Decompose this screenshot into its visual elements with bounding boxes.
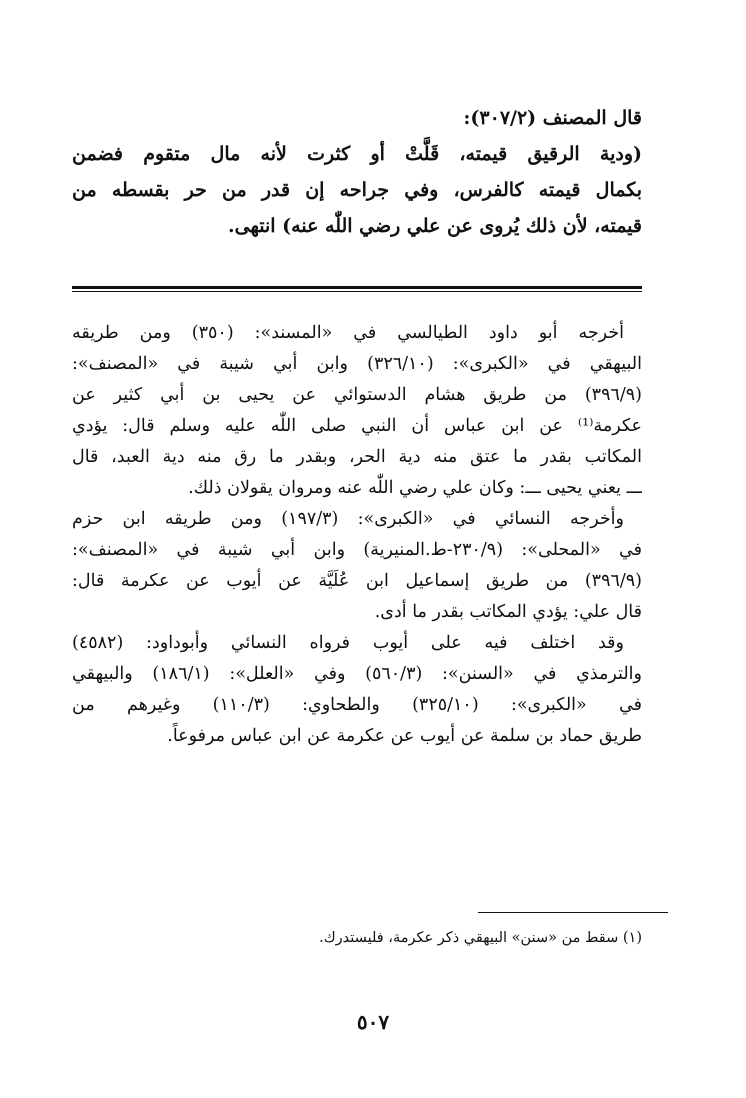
body-line: قال علي: يؤدي المكاتب بقدر ما أدى. [374,602,642,622]
quote-line: بكمال قيمته كالفرس، وفي جراحه إن قدر من حر بقسطه من [72,179,642,201]
body-line: البيهقي في «الكبرى»: (٣٢٦/١٠) وابن أبي شيبة في «المصنف»: [72,354,642,374]
body-line: ـــ يعني يحيى ـــ: وكان علي رضي اللّٰه عنه ومروان يقولان ذلك. [188,478,642,498]
author-quote [72,100,642,244]
body-line: أخرجه أبو داود الطيالسي في «المسند»: (٣٥٠) ومن طريقه [72,323,624,343]
commentary-text [72,318,642,752]
quote-heading: قال المصنف (٣٠٧/٢): [463,107,642,129]
body-line: في «المحلى»: (٢٣٠/٩-ط.المنيرية) وابن أبي شيبة في «المصنف»: [72,540,642,560]
body-line: وأخرجه النسائي في «الكبرى»: (١٩٧/٣) ومن طريقه ابن حزم [72,509,624,529]
footnote-rule [478,912,668,913]
body-line: (٣٩٦/٩) من طريق إسماعيل ابن عُلَيَّة عن أيوب عن عكرمة قال: [72,571,642,591]
quote-line: قيمته، لأن ذلك يُروى عن علي رضي اللّٰه عنه) انتهى. [228,215,642,237]
quote-line: (ودية الرقيق قيمته، قَلَّتْ أو كثرت لأنه مال متقوم فضمن [72,143,642,165]
body-line: المكاتب بقدر ما عتق منه دية الحر، وبقدر ما رق منه دية العبد، قال [72,447,642,467]
body-line: والترمذي في «السنن»: (٥٦٠/٣) وفي «العلل»: (١٨٦/١) والبيهقي [72,664,642,684]
separator-rule-thin [72,291,642,292]
body-line: طريق حماد بن سلمة عن أيوب عن عكرمة عن ابن عباس مرفوعاً. [167,726,642,746]
page-number: ٥٠٧ [356,1010,390,1034]
body-line: (٣٩٦/٩) من طريق هشام الدستوائي عن يحيى بن أبي كثير عن [72,385,642,405]
body-line: في «الكبرى»: (٣٢٥/١٠) والطحاوي: (١١٠/٣) وغيرهم من [72,695,642,715]
body-line: وقد اختلف فيه على أيوب فرواه النسائي وأبوداود: (٤٥٨٢) [72,633,624,653]
separator-rule-thick [72,286,642,289]
body-line: عكرمة⁽¹⁾ عن ابن عباس أن النبي صلى اللّٰه عليه وسلم قال: يؤدي [72,416,642,436]
footnote: (١) سقط من «سنن» البيهقي ذكر عكرمة، فليستدرك. [319,930,642,946]
